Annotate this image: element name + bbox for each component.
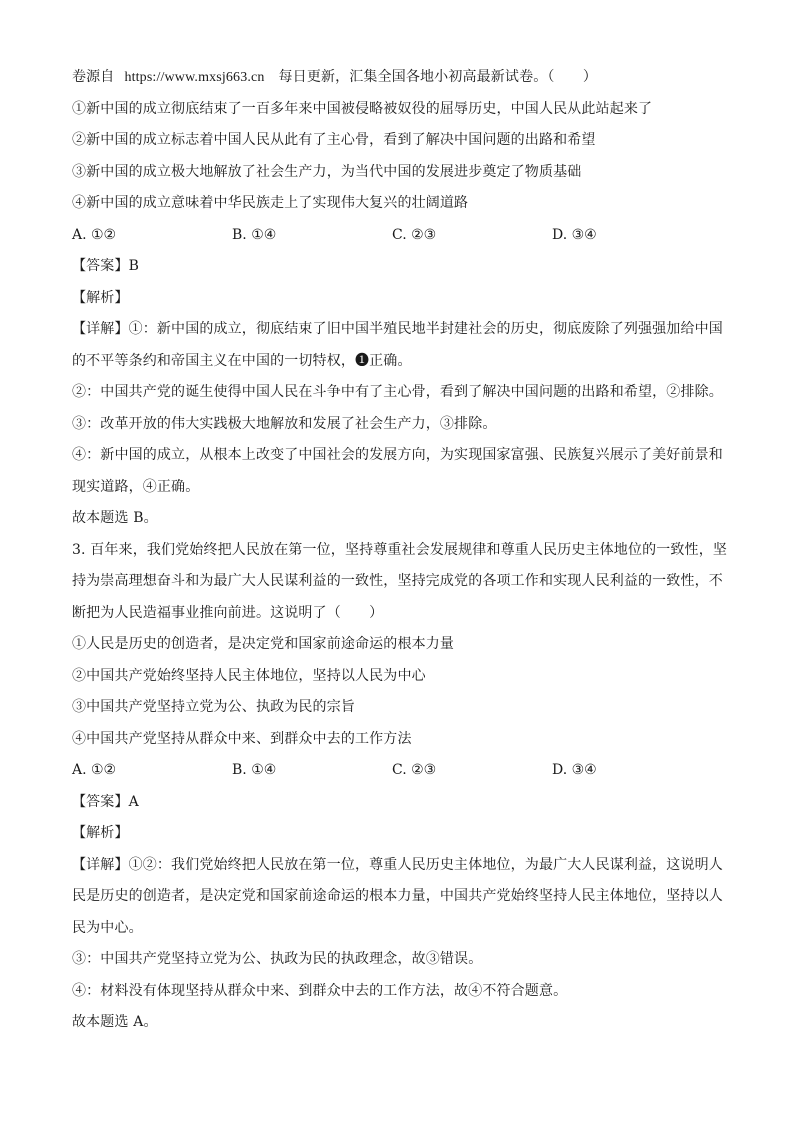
- q2-statement-1: ①新中国的成立彻底结束了一百多年来中国被侵略被奴役的屈辱历史，中国人民从此站起来了: [72, 100, 653, 117]
- q3-option-c: C. ②③: [392, 762, 437, 778]
- q3-conclusion: 故本题选 A。: [72, 1014, 158, 1030]
- q2-detail-2: 的不平等条约和帝国主义在中国的一切特权，❶正确。: [72, 352, 412, 369]
- q2-option-d: D. ③④: [552, 226, 597, 243]
- q2-detail-4: ③：改革开放的伟大实践极大地解放和发展了社会生产力，③排除。: [72, 415, 497, 432]
- q2-detail-6: 现实道路，④正确。: [72, 478, 200, 495]
- q3-statement-2: ②中国共产党始终坚持人民主体地位，坚持以人民为中心: [72, 667, 426, 684]
- q2-option-c: C. ②③: [392, 226, 437, 243]
- header-line: [72, 62, 732, 94]
- q3-option-b: B. ①④: [232, 762, 277, 778]
- q3-detail-5: ④：材料没有体现坚持从群众中来、到群众中去的工作方法，故④不符合题意。: [72, 982, 568, 999]
- q2-option-b: B. ①④: [232, 226, 277, 243]
- document-page: [72, 62, 732, 1039]
- q3-statement-4: ④中国共产党坚持从群众中来、到群众中去的工作方法: [72, 730, 412, 747]
- q3-detail-1: 【详解】①②：我们党始终把人民放在第一位，尊重人民历史主体地位，为最广大人民谋利益，这说明人: [72, 856, 723, 873]
- q2-detail-5: ④：新中国的成立，从根本上改变了中国社会的发展方向，为实现国家富强、民族复兴展示了美好前景和: [72, 447, 723, 463]
- q3-stem-1: 3. 百年来，我们党始终把人民放在第一位，坚持尊重社会发展规律和尊重人民历史主体地位的一致性，坚: [72, 541, 728, 558]
- q3-statement-1: ①人民是历史的创造者，是决定党和国家前途命运的根本力量: [72, 636, 455, 652]
- q3-detail-3: 民为中心。: [72, 919, 143, 936]
- q3-option-d: D. ③④: [552, 762, 597, 778]
- q2-statement-2: ②新中国的成立标志着中国人民从此有了主心骨，看到了解决中国问题的出路和希望: [72, 132, 596, 148]
- q2-detail-1: 【详解】①：新中国的成立，彻底结束了旧中国半殖民地半封建社会的历史，彻底废除了列强强加给中国: [72, 321, 723, 337]
- q3-options: [72, 755, 732, 787]
- q2-conclusion: 故本题选 B。: [72, 510, 158, 526]
- q3-option-a: A. ①②: [72, 762, 117, 778]
- source-url[interactable]: https://www.mxsj663.cn: [124, 70, 265, 85]
- q3-answer: 【答案】A: [72, 793, 139, 810]
- q2-statement-3: ③新中国的成立极大地解放了社会生产力，为当代中国的发展进步奠定了物质基础: [72, 163, 582, 180]
- q2-answer: 【答案】B: [72, 258, 140, 274]
- q3-stem-3: 断把为人民造福事业推向前进。这说明了（ ）: [72, 604, 384, 621]
- q2-analysis-title: 【解析】: [72, 289, 129, 306]
- q2-statement-4: ④新中国的成立意味着中华民族走上了实现伟大复兴的壮阔道路: [72, 195, 469, 211]
- q3-statement-3: ③中国共产党坚持立党为公、执政为民的宗旨: [72, 699, 355, 715]
- header-suffix: 每日更新，汇集全国各地小初高最新试卷。（ ）: [278, 69, 597, 85]
- q2-detail-3: ②：中国共产党的诞生使得中国人民在斗争中有了主心骨，看到了解决中国问题的出路和希望，②排除。: [72, 384, 723, 400]
- q2-options: [72, 220, 732, 252]
- q3-analysis-title: 【解析】: [72, 825, 129, 841]
- q2-option-a: A. ①②: [72, 226, 117, 243]
- q3-detail-2: 民是历史的创造者，是决定党和国家前途命运的根本力量，中国共产党始终坚持人民主体地位，坚持以人: [72, 888, 723, 904]
- q3-stem-2: 持为崇高理想奋斗和为最广大人民谋利益的一致性，坚持完成党的各项工作和实现人民利益的一致性，不: [72, 573, 723, 589]
- source-prefix: 卷源自: [72, 69, 115, 85]
- q3-detail-4: ③：中国共产党坚持立党为公、执政为民的执政理念，故③错误。: [72, 951, 483, 967]
